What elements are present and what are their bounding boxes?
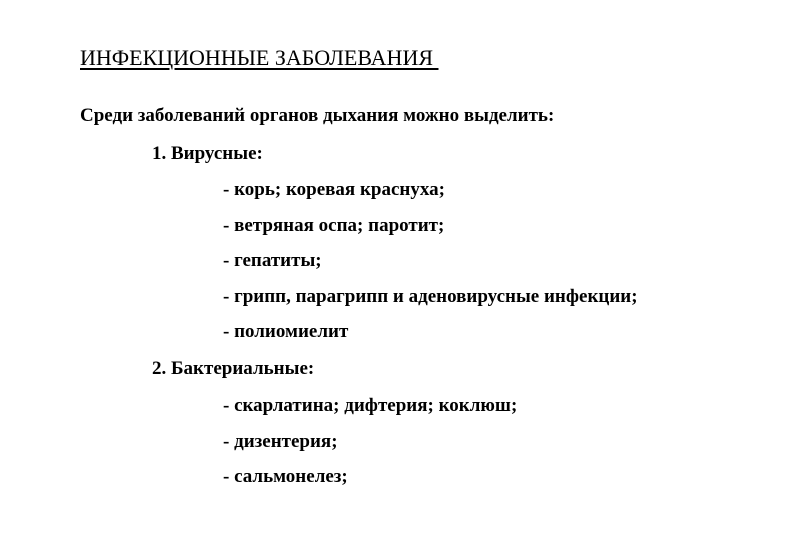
list-item: - ветряная оспа; паротит; xyxy=(223,214,445,236)
list-item: - сальмонелез; xyxy=(223,466,348,487)
list-item: - скарлатина; дифтерия; коклюш; xyxy=(223,395,518,416)
category-heading-bacterial: 2. Бактериальные: xyxy=(152,358,315,379)
category-heading-viral: 1. Вирусные: xyxy=(152,143,263,164)
page-title: ИНФЕКЦИОННЫЕ ЗАБОЛЕВАНИЯ xyxy=(80,45,439,70)
list-item: - дизентерия; xyxy=(223,430,338,452)
list-item: - полиомиелит xyxy=(223,321,349,342)
list-item: - гепатиты; xyxy=(223,250,322,271)
list-viral xyxy=(223,177,638,355)
list-bacterial xyxy=(223,393,517,500)
list-item: - грипп, парагрипп и аденовирусные инфекции; xyxy=(223,285,638,307)
list-item: - корь; коревая краснуха; xyxy=(223,179,445,200)
intro-text: Среди заболеваний органов дыхания можно выделить: xyxy=(80,105,555,126)
